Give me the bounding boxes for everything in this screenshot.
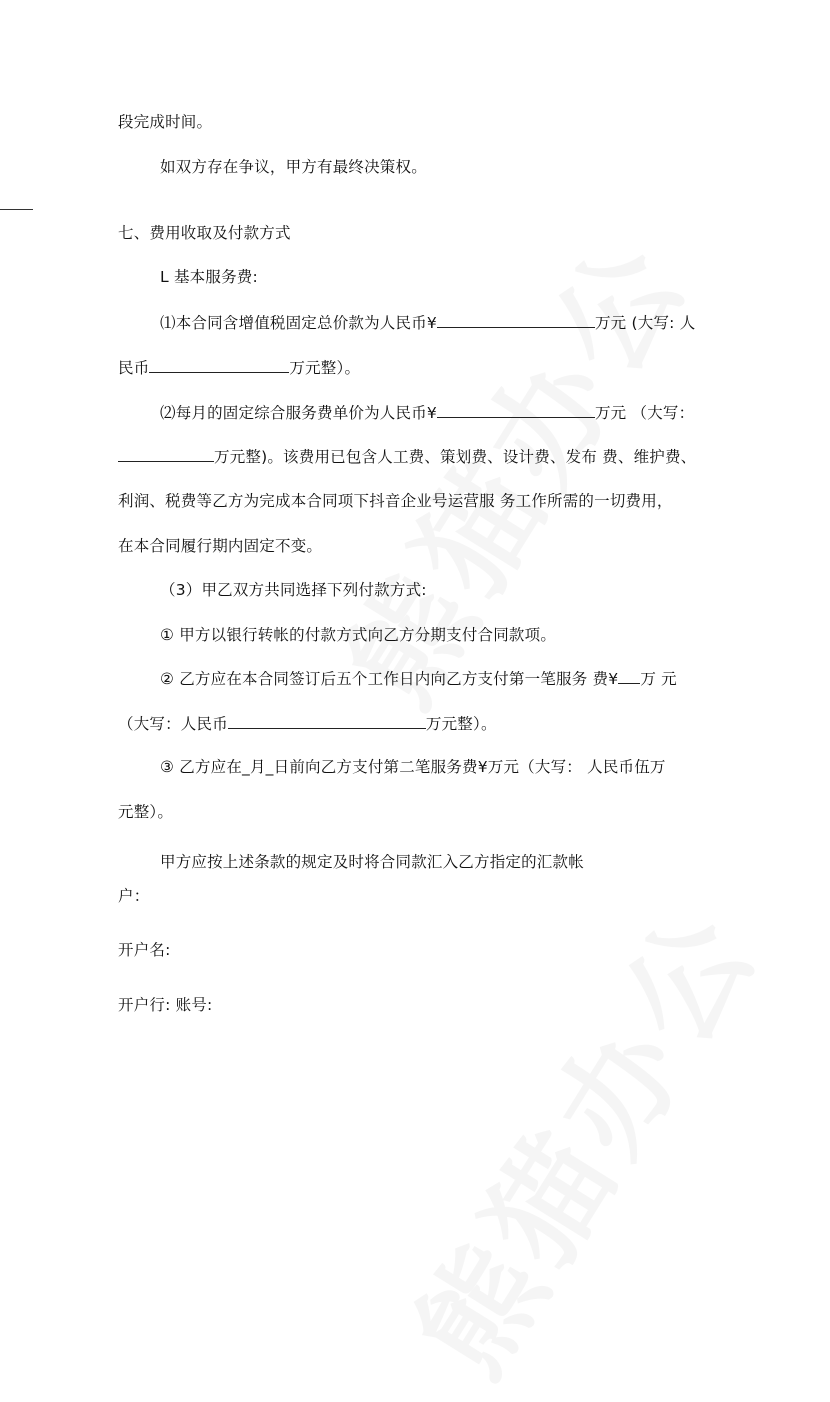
- paragraph-line: [118, 445, 696, 468]
- blank-field: [437, 401, 595, 418]
- paragraph-line: [160, 311, 695, 334]
- clause-text: 万元 (大写: 人: [594, 314, 696, 332]
- paragraph-line: ③ 乙方应在_月_日前向乙方支付第二笔服务费¥万元（大写： 人民币伍万: [160, 758, 666, 776]
- clause-text: 万元整）。: [425, 715, 497, 733]
- blank-field: [118, 445, 214, 462]
- clause-text: 民币: [118, 359, 150, 377]
- paragraph-line: 段完成时间。: [118, 113, 213, 131]
- bank-account-label: 开户行: 账号:: [118, 996, 213, 1014]
- blank-field: [437, 311, 595, 328]
- clause-text: ⑴本合同含增值税固定总价款为人民币¥: [160, 314, 437, 332]
- clause-text: 万 元: [640, 670, 677, 688]
- clause-text: ② 乙方应在本合同签订后五个工作日内向乙方支付第一笔服务 费¥: [160, 670, 619, 688]
- paragraph-line: [118, 712, 497, 735]
- paragraph-line: 户：: [118, 887, 150, 905]
- paragraph-line: 甲方应按上述条款的规定及时将合同款汇入乙方指定的汇款帐: [160, 853, 584, 871]
- paragraph-line: [160, 401, 694, 424]
- paragraph-line: 如双方存在争议，甲方有最终决策权。: [160, 158, 427, 176]
- clause-text: （大写：人民币: [118, 715, 228, 733]
- account-name-label: 开户名:: [118, 941, 171, 959]
- blank-field: [149, 356, 289, 373]
- watermark: [369, 870, 790, 1402]
- clause-text: 万元整)。该费用已包含人工费、策划费、设计费、发布 费、维护费、: [214, 448, 697, 466]
- clause-text: 万元整）。: [289, 359, 361, 377]
- paragraph-line: 在本合同履行期内固定不变。: [118, 537, 323, 555]
- paragraph-line: （3）甲乙双方共同选择下列付款方式:: [160, 581, 427, 599]
- clause-text: 万元 （大写：: [594, 404, 695, 422]
- margin-mark: [0, 209, 33, 210]
- blank-field: [618, 667, 640, 684]
- clause-text: ⑵每月的固定综合服务费单价为人民币¥: [160, 404, 437, 422]
- paragraph-line: [118, 356, 360, 379]
- paragraph-line: L 基本服务费:: [160, 268, 258, 286]
- paragraph-line: 元整）。: [118, 803, 174, 821]
- section-heading: 七、费用收取及付款方式: [118, 224, 291, 242]
- paragraph-line: [160, 667, 677, 690]
- paragraph-line: 利润、税费等乙方为完成本合同项下抖音企业号运营服 务工作所需的一切费用，: [118, 492, 673, 510]
- paragraph-line: ① 甲方以银行转帐的付款方式向乙方分期支付合同款项。: [160, 626, 557, 644]
- blank-field: [228, 712, 426, 729]
